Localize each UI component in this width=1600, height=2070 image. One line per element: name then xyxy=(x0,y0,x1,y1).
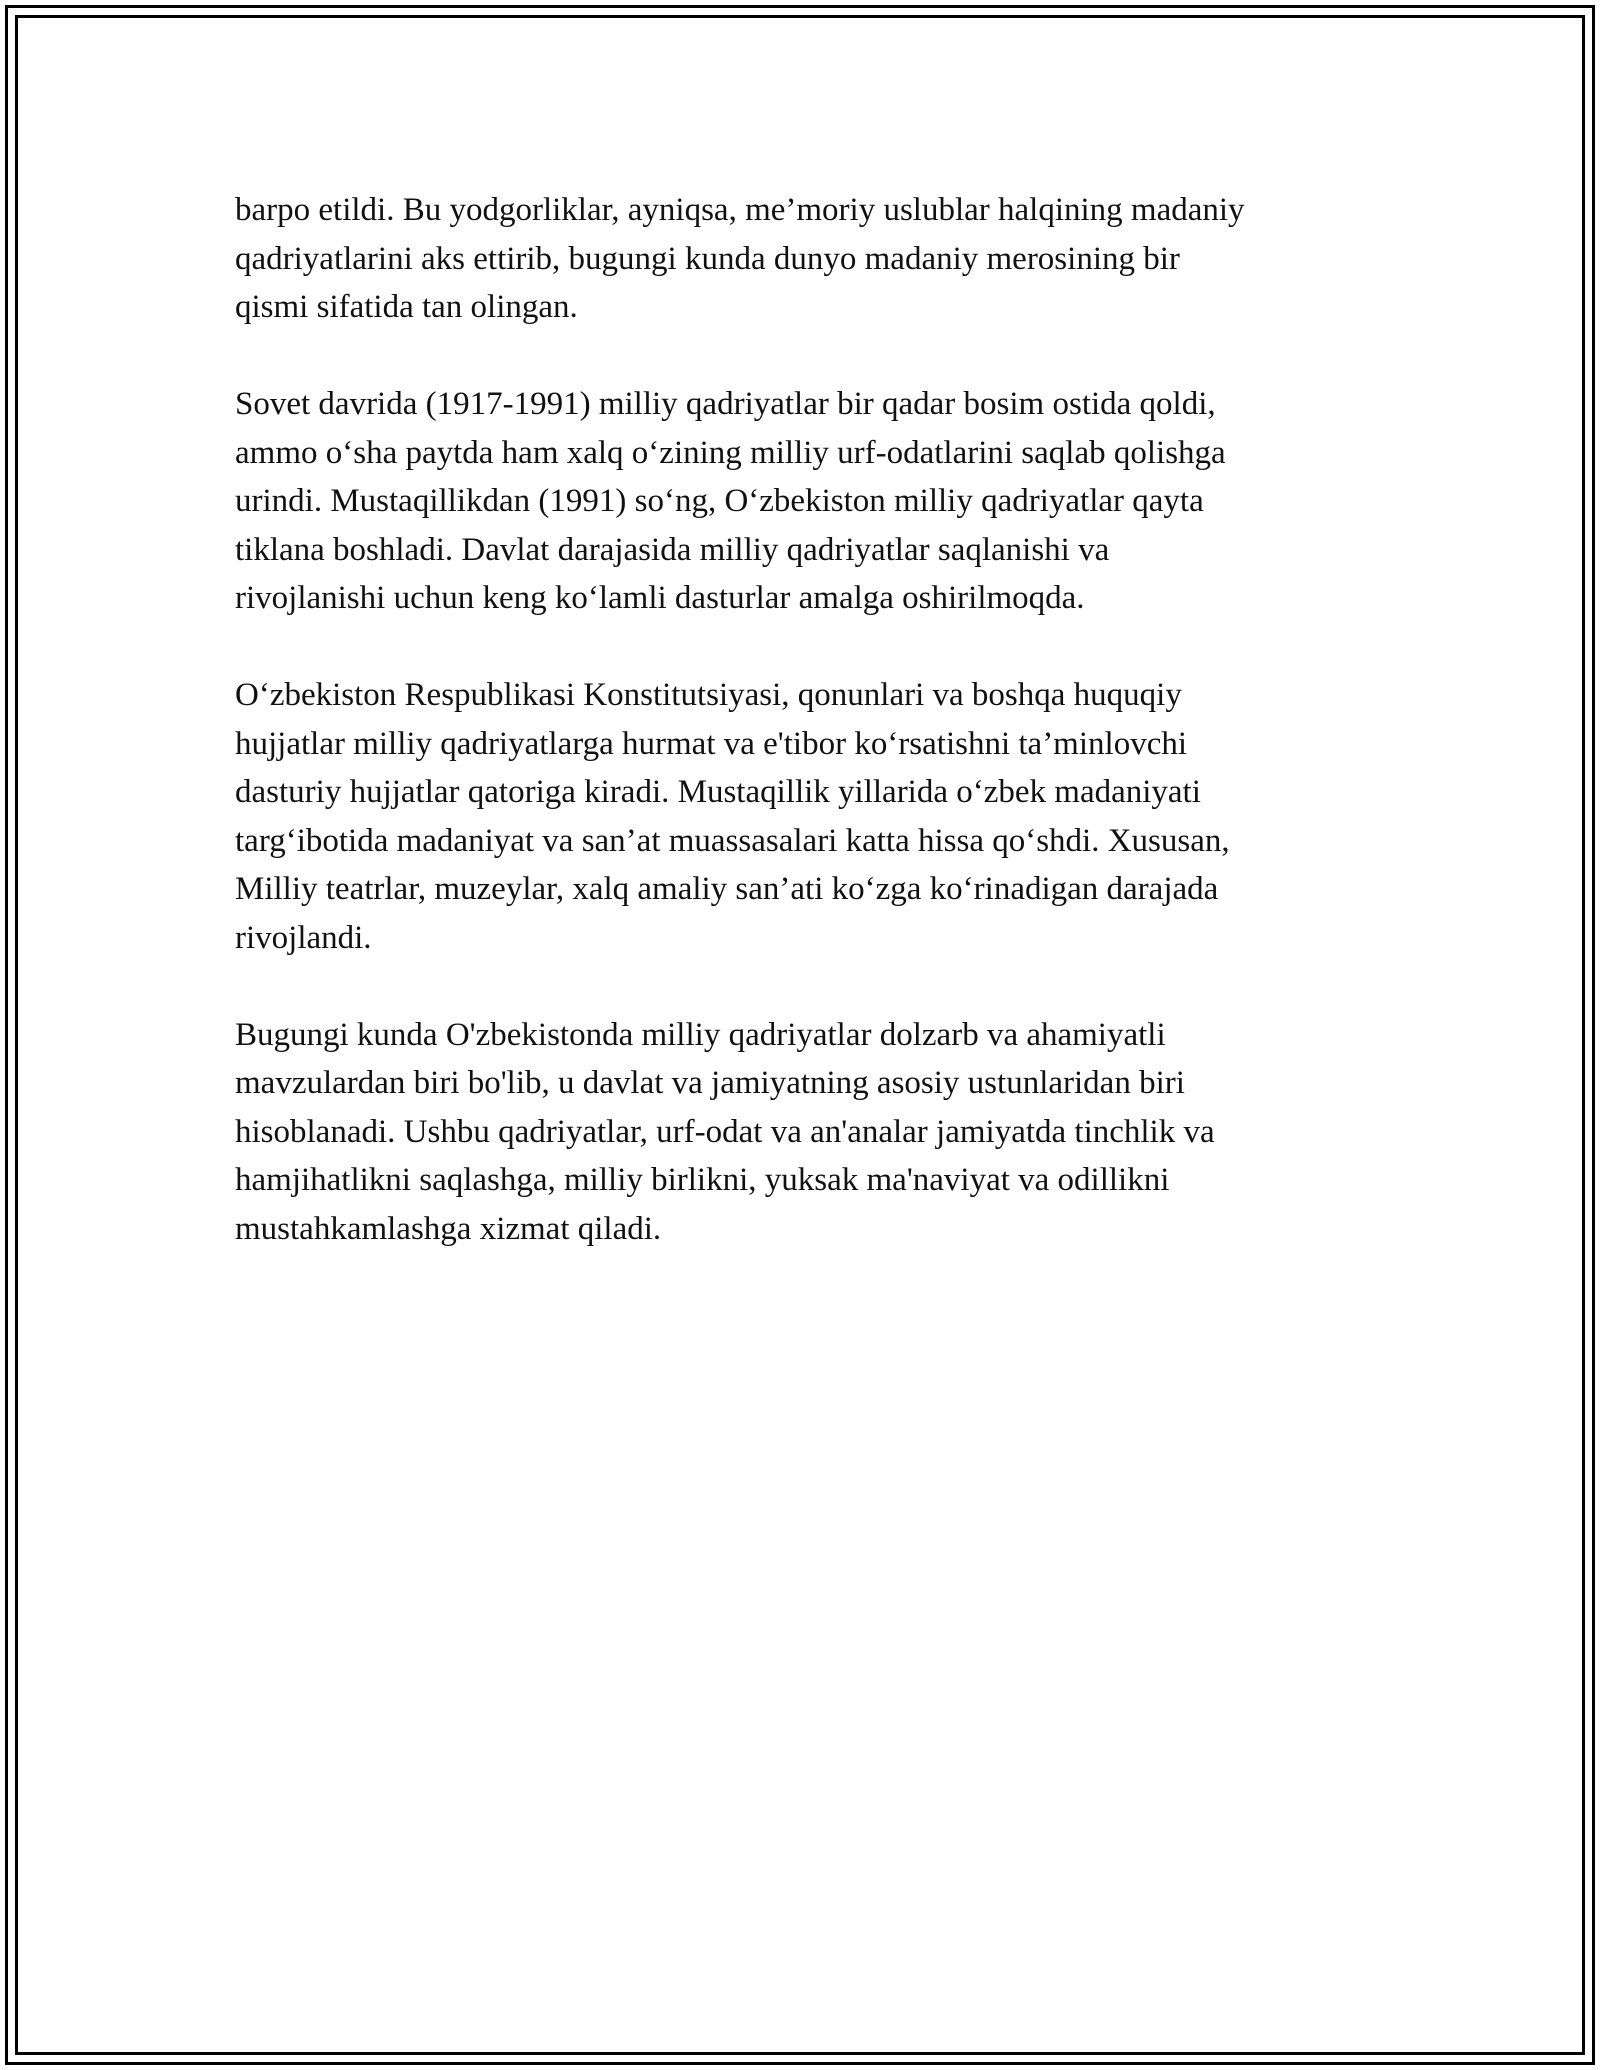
paragraph-today: Bugungi kunda O'zbekistonda milliy qadriyatlar dolzarb va ahamiyatli mavzulardan biri bo'lib, u davlat va jamiyatning asosiy ustunlaridan biri hisoblanadi. Ushbu qadriyatlar, urf-odat va an'analar jamiyatda tinchlik va hamjihatlikni saqlashga, milliy birlikni, yuksak ma'naviyat va odillikni mustahkamlashga xizmat qiladi. xyxy=(235,1016,1215,1247)
paragraph-architecture: barpo etildi. Bu yodgorliklar, ayniqsa, me’moriy uslublar halqining madaniy qadriyatlarini aks ettirib, bugungi kunda dunyo madaniy merosining bir qismi sifatida tan olingan. xyxy=(235,192,1245,325)
page-content xyxy=(235,186,1375,1302)
paragraph-constitution: O‘zbekiston Respublikasi Konstitutsiyasi, qonunlari va boshqa huquqiy hujjatlar milliy qadriyatlarga hurmat va e'tibor ko‘rsatishni ta’minlovchi dasturiy hujjatlar qatoriga kiradi. Mustaqillik yillarida o‘zbek madaniyati targ‘ibotida madaniyat va san’at muassasalari katta hissa qo‘shdi. Xususan, Milliy teatrlar, muzeylar, xalq amaliy san’ati ko‘zga ko‘rinadigan darajada rivojlandi. xyxy=(235,677,1230,956)
paragraph-soviet-period: Sovet davrida (1917-1991) milliy qadriyatlar bir qadar bosim ostida qoldi, ammo o‘sha paytda ham xalq o‘zining milliy urf-odatlarini saqlab qolishga urindi. Mustaqillikdan (1991) so‘ng, O‘zbekiston milliy qadriyatlar qayta tiklana boshladi. Davlat darajasida milliy qadriyatlar saqlanishi va rivojlanishi uchun keng ko‘lamli dasturlar amalga oshirilmoqda. xyxy=(235,386,1226,616)
